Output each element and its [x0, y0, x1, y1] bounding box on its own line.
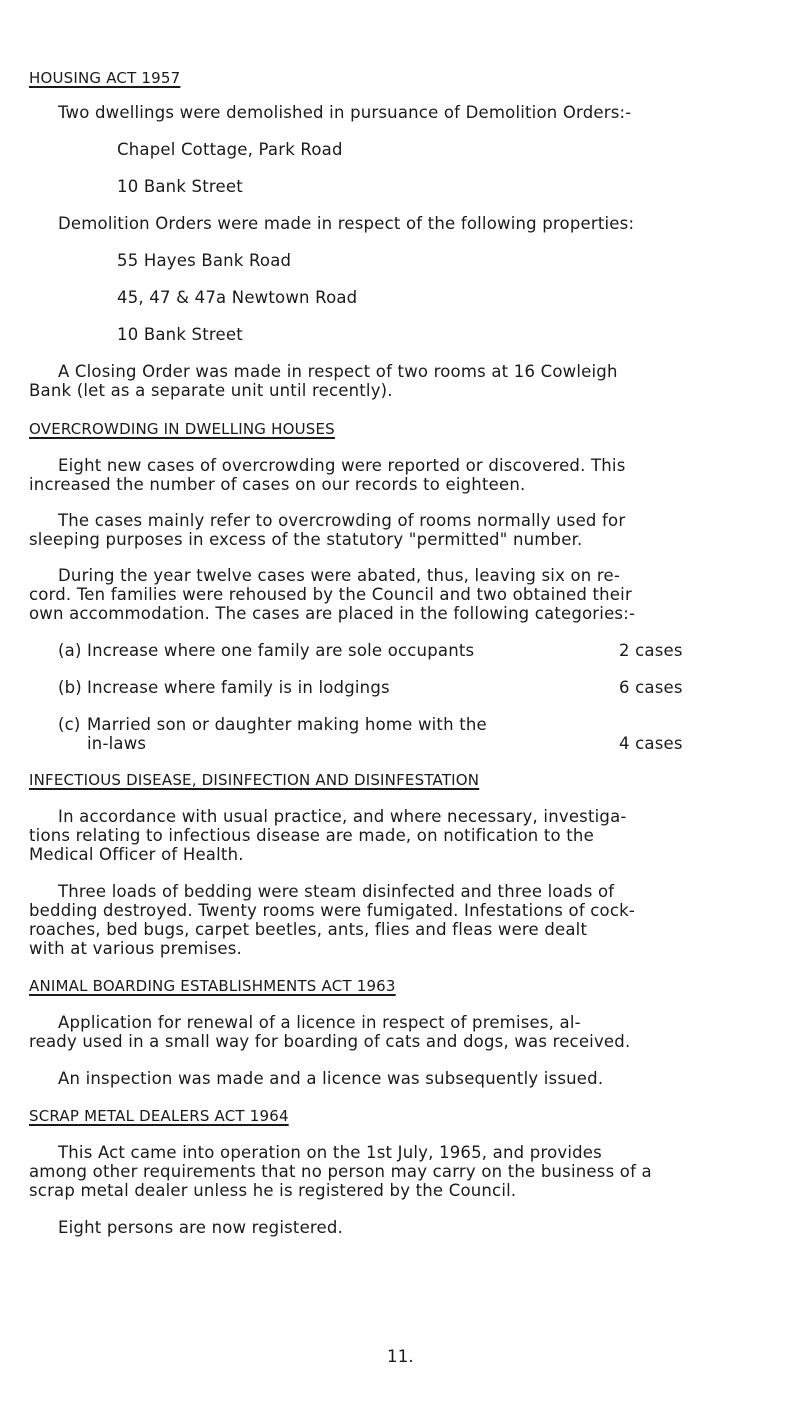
- paragraph-line: own accommodation. The cases are placed in the following categories:-: [29, 604, 636, 623]
- order-item: 45, 47 & 47a Newtown Road: [117, 288, 358, 307]
- paragraph-line: among other requirements that no person may carry on the business of a: [29, 1162, 652, 1181]
- heading-housing-act: HOUSING ACT 1957: [29, 69, 181, 87]
- paragraph-line: The cases mainly refer to overcrowding of rooms normally used for: [58, 511, 626, 530]
- heading-overcrowding: OVERCROWDING IN DWELLING HOUSES: [29, 420, 335, 438]
- heading-scrap-metal: SCRAP METAL DEALERS ACT 1964: [29, 1107, 289, 1125]
- paragraph-line: roaches, bed bugs, carpet beetles, ants, flies and fleas were dealt: [29, 920, 588, 939]
- category-label: (a): [58, 641, 82, 660]
- paragraph-line: ready used in a small way for boarding of cats and dogs, was received.: [29, 1032, 631, 1051]
- category-count: 4 cases: [619, 734, 683, 753]
- category-count: 2 cases: [619, 641, 683, 660]
- category-text: Increase where one family are sole occupants: [87, 641, 475, 660]
- demolished-item: 10 Bank Street: [117, 177, 243, 196]
- paragraph-line: sleeping purposes in excess of the statutory "permitted" number.: [29, 530, 583, 549]
- paragraph-line: During the year twelve cases were abated, thus, leaving six on re-: [58, 566, 621, 585]
- paragraph-line: Medical Officer of Health.: [29, 845, 244, 864]
- paragraph-line: Two dwellings were demolished in pursuance of Demolition Orders:-: [58, 103, 632, 122]
- paragraph-line: with at various premises.: [29, 939, 243, 958]
- category-text: Increase where family is in lodgings: [87, 678, 390, 697]
- paragraph-line: Eight persons are now registered.: [58, 1218, 344, 1237]
- heading-animal-boarding: ANIMAL BOARDING ESTABLISHMENTS ACT 1963: [29, 977, 396, 995]
- category-label: (c): [58, 715, 81, 734]
- paragraph-line: scrap metal dealer unless he is registered by the Council.: [29, 1181, 517, 1200]
- paragraph-line: Eight new cases of overcrowding were reported or discovered. This: [58, 456, 626, 475]
- paragraph-line: Bank (let as a separate unit until recently).: [29, 381, 393, 400]
- category-label: (b): [58, 678, 82, 697]
- paragraph-line: cord. Ten families were rehoused by the Council and two obtained their: [29, 585, 632, 604]
- category-text: in-laws: [87, 734, 147, 753]
- demolished-item: Chapel Cottage, Park Road: [117, 140, 343, 159]
- category-count: 6 cases: [619, 678, 683, 697]
- paragraph-line: Three loads of bedding were steam disinfected and three loads of: [58, 882, 615, 901]
- paragraph-line: increased the number of cases on our records to eighteen.: [29, 475, 526, 494]
- order-item: 55 Hayes Bank Road: [117, 251, 292, 270]
- paragraph-line: This Act came into operation on the 1st July, 1965, and provides: [58, 1143, 602, 1162]
- paragraph-line: Application for renewal of a licence in respect of premises, al-: [58, 1013, 581, 1032]
- category-text: Married son or daughter making home with the: [87, 715, 487, 734]
- paragraph-line: bedding destroyed. Twenty rooms were fumigated. Infestations of cock-: [29, 901, 636, 920]
- paragraph-line: Demolition Orders were made in respect of the following properties:: [58, 214, 635, 233]
- paragraph-line: In accordance with usual practice, and where necessary, investiga-: [58, 807, 627, 826]
- paragraph-line: tions relating to infectious disease are made, on notification to the: [29, 826, 594, 845]
- order-item: 10 Bank Street: [117, 325, 243, 344]
- paragraph-line: A Closing Order was made in respect of two rooms at 16 Cowleigh: [58, 362, 618, 381]
- heading-infectious-disease: INFECTIOUS DISEASE, DISINFECTION AND DISINFESTATION: [29, 771, 480, 789]
- paragraph-line: An inspection was made and a licence was subsequently issued.: [58, 1069, 604, 1088]
- page-number: 11.: [387, 1347, 414, 1366]
